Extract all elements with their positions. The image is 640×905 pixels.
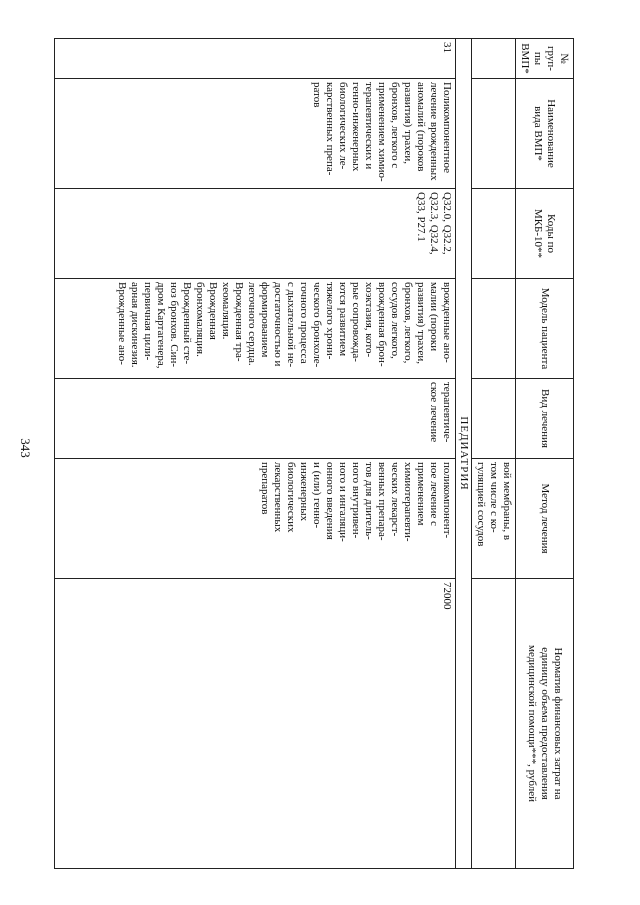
- header-row: [516, 39, 574, 869]
- row-treatment-method: поликомпонент- ное лечение с применением химиотерапевти- ческих лекарст- венных препара- тов для длитель- ного внутривен- ного и ингаляци- онного введения и (или) генно- инженерных биологических лекарственных препаратов: [55, 459, 456, 579]
- table-rotation-wrapper: [54, 38, 574, 868]
- cont-cell-empty: [472, 189, 516, 279]
- section-row: [456, 39, 472, 869]
- row-vmp-name: Поликомпонентное лечение врожденных аномалий (пороков развития) трахеи, бронхов, легкого с применением химио- терапевтических и генно-инженерных биологических ле- карственных препа- ратов: [55, 79, 456, 189]
- vmp-table: [54, 38, 574, 869]
- cont-cell-empty: [472, 379, 516, 459]
- header-group-no: № груп- пы ВМП*: [516, 39, 574, 79]
- header-patient-model: Модель пациента: [516, 279, 574, 379]
- page-number: 343: [18, 438, 33, 458]
- cont-cell-empty: [472, 579, 516, 869]
- section-title: ПЕДИАТРИЯ: [456, 39, 472, 869]
- continuation-row: [472, 39, 516, 869]
- cont-treatment-method: вой мембраны, в том числе с ко- гулящией сосудов: [472, 459, 516, 579]
- cont-cell-empty: [472, 79, 516, 189]
- rotated-table-sheet: [54, 38, 574, 868]
- row-patient-model: врожденные ано- малии (пороки развития) трахеи, бронхов, легкого, сосудов легкого, врожденная брон- хоэктазия, кото- рые сопровожда- ются развитием тяжелого хрони- ческого бронхоле- гочного процесса с дыхательной не- достаточностью и формированием легочного сердца. Врожденная тра- хеомаляция. Врожденная бронхомаляция. Врожденный сте- ноз бронхов. Син- дром Картагенера, первичная цили- арная дискинезия. Врожденные ано-: [55, 279, 456, 379]
- header-icd-codes: Коды по МКБ-10**: [516, 189, 574, 279]
- cont-cell-empty: [472, 39, 516, 79]
- cont-cell-empty: [472, 279, 516, 379]
- row-cost-norm: 72000: [55, 579, 456, 869]
- header-treatment-type: Вид лечения: [516, 379, 574, 459]
- header-cost-norm: Норматив финансовых затрат на единицу объема предоставления медицинской помощи***, рублей: [516, 579, 574, 869]
- row-group-no: 31: [55, 39, 456, 79]
- header-treatment-method: Метод лечения: [516, 459, 574, 579]
- row-icd-codes: Q32.0, Q32.2, Q32.3, Q32.4, Q33, P27.1: [55, 189, 456, 279]
- row-treatment-type: терапевтиче- ское лечение: [55, 379, 456, 459]
- table-row: [55, 39, 456, 869]
- header-vmp-name: Наименование вида ВМП*: [516, 79, 574, 189]
